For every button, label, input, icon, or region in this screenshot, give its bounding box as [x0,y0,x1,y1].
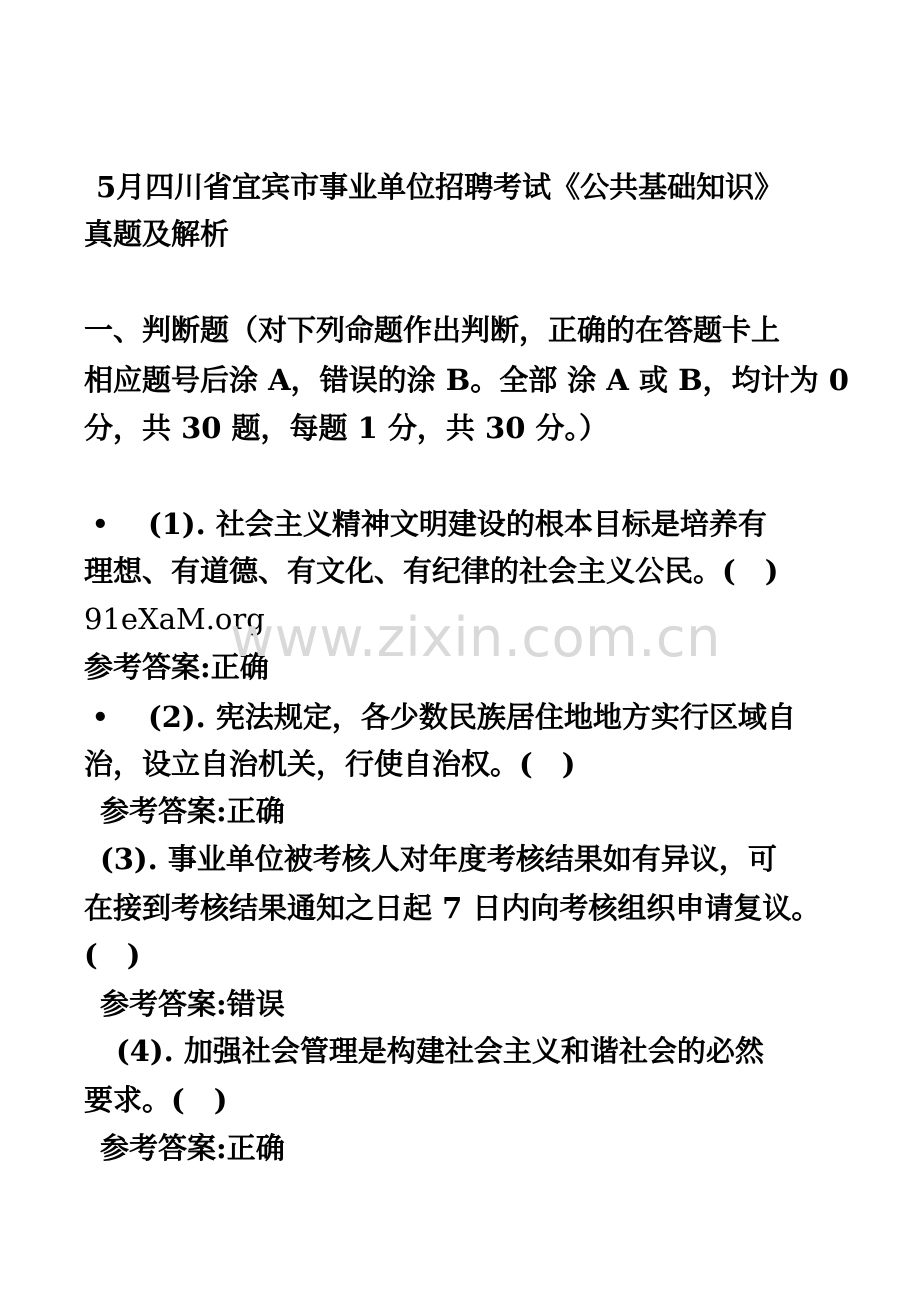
section-heading-line-3: 分，共 30 题，每题 1 分，共 30 分。） [84,411,608,445]
question-3-line-3: ( ) [84,938,141,972]
section-heading-line-1: 一、判断题（对下列命题作出判断，正确的在答题卡上 [84,313,781,347]
question-2-answer: 参考答案:正确 [100,794,285,828]
question-1-source-text: 91eXaM.org [84,602,265,636]
watermark-text: www.zixin.com.cn [230,606,721,669]
document-title-line-1: 5月四川省宜宾市事业单位招聘考试《公共基础知识》 [96,170,784,204]
bullet-marker: • [92,703,109,733]
question-4-line-1: (4). 加强社会管理是构建社会主义和谐社会的必然 [116,1034,764,1068]
question-4-line-2: 要求。( ) [84,1083,228,1117]
section-heading-line-2: 相应题号后涂 A，错误的涂 B。全部 涂 A 或 B，均计为 0 [84,363,849,397]
question-4-answer: 参考答案:正确 [100,1131,285,1165]
question-3-answer: 参考答案:错误 [100,987,285,1021]
bullet-marker: • [92,510,109,540]
question-2-line-1: (2). 宪法规定，各少数民族居住地地方实行区域自 [148,700,796,734]
question-1-answer: 参考答案:正确 [84,650,269,684]
question-2-line-2: 治，设立自治机关，行使自治权。( ) [84,747,576,781]
question-3-line-2: 在接到考核结果通知之日起 7 日内向考核组织申请复议。 [84,891,821,925]
question-1-line-2: 理想、有道德、有文化、有纪律的社会主义公民。( ) [84,554,779,588]
document-title-line-2: 真题及解析 [84,217,230,251]
question-1-line-1: (1). 社会主义精神文明建设的根本目标是培养有 [148,507,767,541]
question-3-line-1: (3). 事业单位被考核人对年度考核结果如有异议，可 [100,842,777,876]
